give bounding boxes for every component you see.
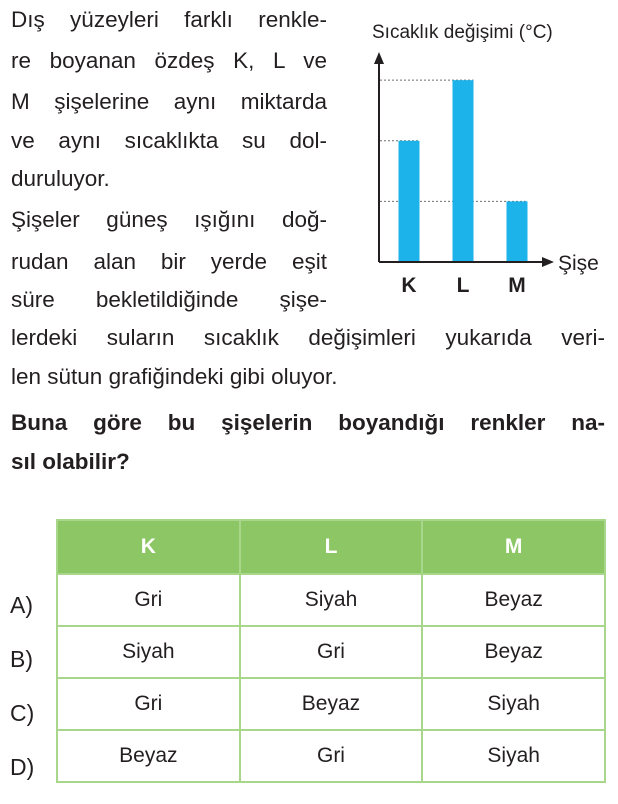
option-label-a[interactable]: A) xyxy=(10,592,33,618)
question-line-10: len sütun grafiğindeki gibi oluyor. xyxy=(11,364,338,389)
question-line-8: süre bekletildiğinde şişe- xyxy=(11,287,327,312)
bar-k xyxy=(399,141,420,262)
bar-m xyxy=(507,201,528,262)
table-row[interactable] xyxy=(57,626,605,678)
table-row[interactable] xyxy=(57,730,605,782)
bars-group xyxy=(399,80,528,262)
category-label-l: L xyxy=(456,274,470,297)
header-m: M xyxy=(422,520,605,574)
bar-chart xyxy=(340,10,610,300)
y-axis-arrow xyxy=(374,52,384,64)
table-cell: Beyaz xyxy=(240,678,423,730)
question-line-7: rudan alan bir yerde eşit xyxy=(11,249,327,274)
answer-table xyxy=(56,519,606,783)
table-header-row xyxy=(57,520,605,574)
question-prompt-line-2: sıl olabilir? xyxy=(11,449,130,474)
category-label-k: K xyxy=(401,274,417,297)
table-cell: Gri xyxy=(240,730,423,782)
question-line-3: M şişelerine aynı miktarda xyxy=(11,89,327,114)
question-line-6: Şişeler güneş ışığını doğ- xyxy=(11,207,327,232)
question-line-2: re boyanan özdeş K, L ve xyxy=(11,48,327,73)
table-cell: Gri xyxy=(57,678,240,730)
bar-l xyxy=(453,80,474,262)
header-l: L xyxy=(240,520,423,574)
header-k: K xyxy=(57,520,240,574)
table-cell: Siyah xyxy=(57,626,240,678)
table-cell: Beyaz xyxy=(422,626,605,678)
y-axis-title: Sıcaklık değişimi (°C) xyxy=(372,22,553,43)
option-label-c[interactable]: C) xyxy=(10,700,35,726)
x-axis-arrow xyxy=(542,257,554,267)
table-cell: Beyaz xyxy=(57,730,240,782)
table-cell: Siyah xyxy=(422,678,605,730)
category-label-m: M xyxy=(508,274,526,297)
table-cell: Gri xyxy=(240,626,423,678)
option-label-b[interactable]: B) xyxy=(10,646,33,672)
table-cell: Gri xyxy=(57,574,240,626)
question-line-9: lerdeki suların sıcaklık değişimleri yukarıda veri- xyxy=(11,325,605,350)
question-line-4: ve aynı sıcaklıkta su dol- xyxy=(11,128,327,153)
table-cell: Siyah xyxy=(240,574,423,626)
option-label-d[interactable]: D) xyxy=(10,754,35,780)
x-axis-title: Şişe xyxy=(558,252,599,275)
question-line-1: Dış yüzeyleri farklı renkle- xyxy=(11,7,327,32)
table-cell: Siyah xyxy=(422,730,605,782)
table-row[interactable] xyxy=(57,574,605,626)
table-row[interactable] xyxy=(57,678,605,730)
category-labels xyxy=(401,274,525,297)
question-line-5: duruluyor. xyxy=(11,166,110,191)
table-cell: Beyaz xyxy=(422,574,605,626)
question-prompt-line-1: Buna göre bu şişelerin boyandığı renkler na- xyxy=(11,410,605,435)
